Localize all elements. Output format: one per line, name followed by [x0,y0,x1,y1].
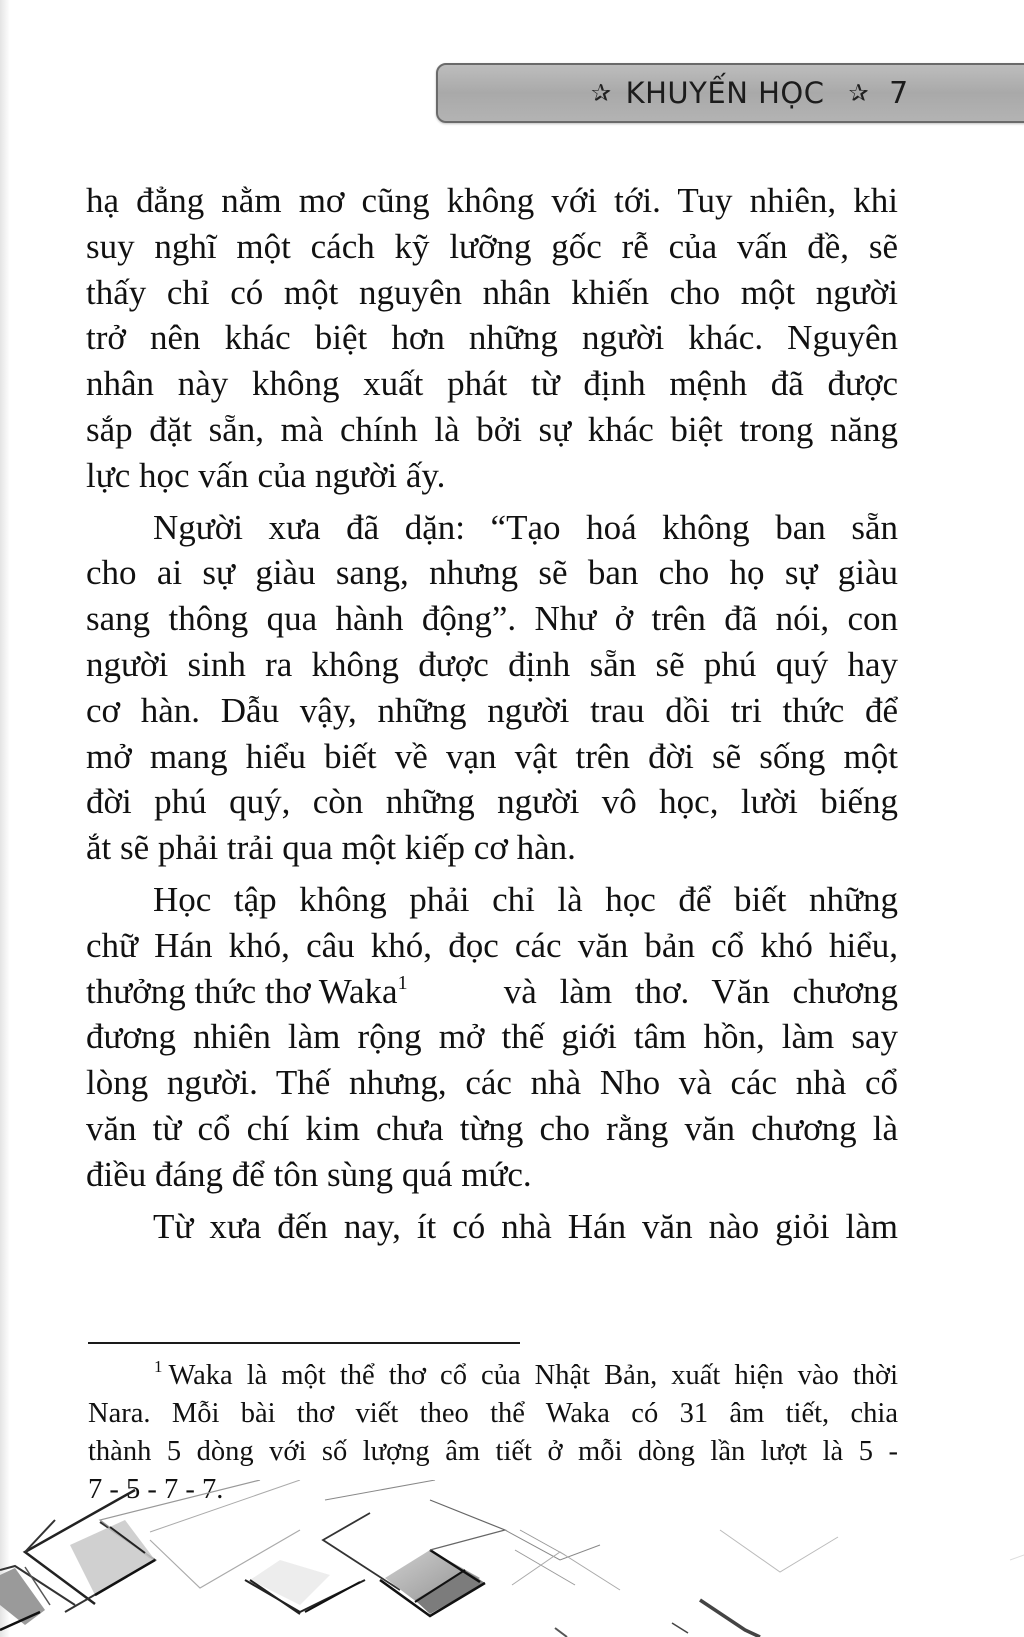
footnote-line: 7 - 5 - 7 - 7. [88,1474,224,1505]
text-line: Học tập không phải chỉ là học để biết những [153,879,898,919]
text-line-part [86,969,408,1015]
paragraph [86,877,898,1198]
text-fragment: thưởng thức thơ Waka [86,971,398,1011]
star-icon: ✰ [591,79,612,107]
footnote-line [88,1357,898,1395]
footnote-line: thành 5 dòng với số lượng âm tiết ở mỗi dòng lần lượt là 5 - [88,1436,898,1467]
paragraph [86,1204,898,1250]
footnote-marker: 1 [154,1357,163,1376]
text-line: ắt sẽ phải trải qua một kiếp cơ hàn. [86,828,576,868]
text-line: lòng người. Thế nhưng, các nhà Nho và các nhà cổ [86,1063,898,1103]
text-line: thấy chỉ có một nguyên nhân khiến cho một người [86,272,898,312]
text-line: chữ Hán khó, câu khó, đọc các văn bản cổ khó hiểu, [86,925,898,965]
text-line: mở mang hiểu biết về vạn vật trên đời sẽ sống một [86,736,898,776]
book-title: KHUYẾN HỌC [625,76,825,110]
text-line [86,969,898,1015]
footnote-divider [88,1342,520,1344]
text-line: cơ hàn. Dẫu vậy, những người trau dồi tri thức để [86,690,898,730]
text-line: đương nhiên làm rộng mở thế giới tâm hồn, làm say [86,1017,898,1057]
running-header-content [591,75,909,111]
page-edge-shadow [0,0,10,1637]
text-line: cho ai sự giàu sang, nhưng sẽ ban cho họ sự giàu [86,553,898,593]
text-line: Người xưa đã dặn: “Tạo hoá không ban sẵn [153,507,898,547]
text-line: trở nên khác biệt hơn những người khác. Nguyên [86,318,898,358]
page-number: 7 [889,75,909,111]
text-line: người sinh ra không được định sẵn sẽ phú quý hay [86,644,898,684]
paragraph [86,178,898,499]
body-text [86,178,898,1255]
footnote-reference[interactable]: 1 [397,971,408,994]
star-icon: ✰ [848,79,870,107]
text-fragment: và làm thơ. Văn chương [503,971,898,1011]
running-header [436,63,1024,123]
footnote-line: Nara. Mỗi bài thơ viết theo thể Waka có 31 âm tiết, chia [88,1398,898,1429]
text-line: lực học vấn của người ấy. [86,455,446,495]
text-line: văn từ cổ chí kim chưa từng cho rằng văn chương là [86,1108,898,1148]
text-line: sắp đặt sẵn, mà chính là bởi sự khác biệt trong năng [86,409,898,449]
text-line: đời phú quý, còn những người vô học, lười biếng [86,782,898,822]
text-line: Từ xưa đến nay, ít có nhà Hán văn nào giỏi làm [153,1206,898,1246]
text-line: hạ đẳng nằm mơ cũng không với tới. Tuy nhiên, khi [86,181,898,220]
text-line: điều đáng để tôn sùng quá mức. [86,1154,532,1194]
paragraph [86,505,898,871]
text-line: nhân này không xuất phát từ định mệnh đã được [86,364,898,404]
text-line: sang thông qua hành động”. Như ở trên đã nói, con [86,599,898,639]
footnote-text: Waka là một thể thơ cổ của Nhật Bản, xuất hiện vào thời [168,1360,898,1391]
text-line: suy nghĩ một cách kỹ lưỡng gốc rễ của vấn đề, sẽ [86,226,898,266]
decorative-diamond-pattern [0,1480,1024,1637]
